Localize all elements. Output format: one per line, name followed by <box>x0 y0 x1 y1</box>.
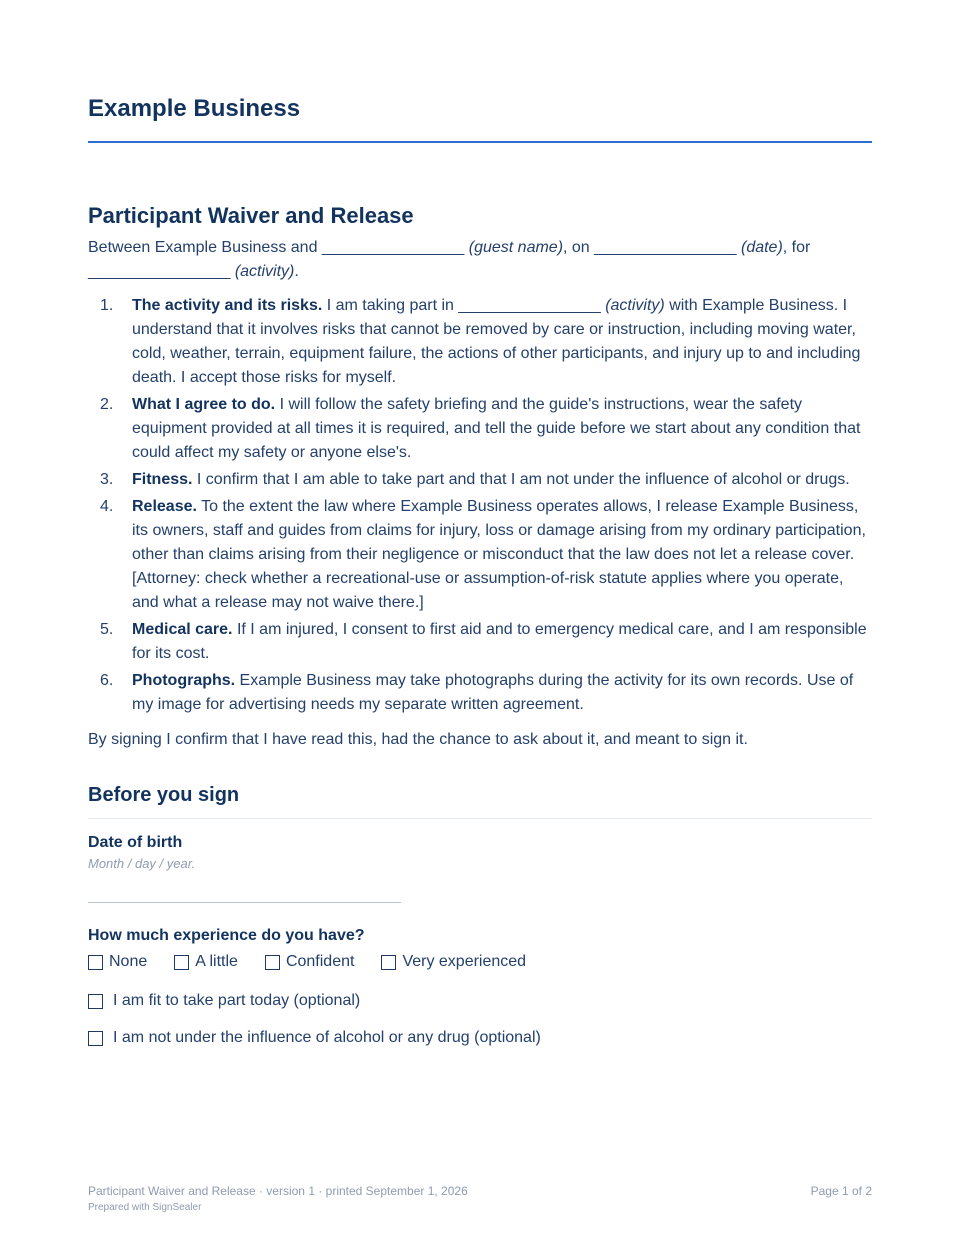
experience-options <box>88 953 553 971</box>
clause-number: 1. <box>100 297 114 314</box>
activity-hint: (activity) <box>234 263 295 280</box>
clause-text: I am taking part in <box>322 297 459 314</box>
option-label: Confident <box>285 953 355 970</box>
date-of-birth-label: Date of birth <box>88 834 183 851</box>
business-name: Example Business <box>88 95 301 122</box>
clause-number: 5. <box>100 621 114 638</box>
section-divider <box>88 818 872 819</box>
clause-text: I confirm that I am able to take part and that I am not under the influence of alcohol or drugs. <box>192 471 850 488</box>
activity-hint: (activity) <box>605 297 665 314</box>
checkbox-icon[interactable] <box>88 994 103 1009</box>
experience-option-none[interactable] <box>88 953 147 971</box>
clause-heading: Release. <box>132 498 197 515</box>
date-hint: (date) <box>740 239 783 256</box>
date-of-birth-hint: Month / day / year. <box>88 856 196 871</box>
intro-paragraph <box>88 236 872 284</box>
checkbox-icon[interactable] <box>174 955 189 970</box>
clause-number: 2. <box>100 396 114 413</box>
fit-to-take-part-checkbox[interactable] <box>88 992 360 1010</box>
intro-mid-1: , on <box>563 239 595 256</box>
guest-name-hint: (guest name) <box>468 239 564 256</box>
intro-prefix: Between Example Business and <box>88 239 322 256</box>
page-number: Page 1 of 2 <box>810 1184 872 1198</box>
checkbox-label: I am fit to take part today (optional) <box>113 992 361 1009</box>
clause-heading: Fitness. <box>132 471 193 488</box>
checkbox-icon[interactable] <box>88 955 103 970</box>
footer-credit: Prepared with SignSealer <box>88 1202 202 1213</box>
clause-heading: Photographs. <box>132 672 236 689</box>
closing-statement: By signing I confirm that I have read this, had the chance to ask about it, and meant to sign it. <box>88 731 748 748</box>
intro-end: . <box>294 263 299 280</box>
activity-blank: ________________ <box>458 297 601 314</box>
intro-mid-2: , for <box>782 239 811 256</box>
clause-number: 3. <box>100 471 114 488</box>
header-divider <box>88 141 872 143</box>
experience-option-confident[interactable] <box>265 953 355 971</box>
checkbox-label: I am not under the influence of alcohol or any drug (optional) <box>113 1029 541 1046</box>
experience-option-a-little[interactable] <box>174 953 238 971</box>
date-blank: ________________ <box>594 239 737 256</box>
clause-heading: Medical care. <box>132 621 233 638</box>
guest-name-blank: ________________ <box>321 239 465 256</box>
clause-number: 6. <box>100 672 114 689</box>
clause-text: with Example Business. I understand that it involves risks that cannot be removed by care or instruction, including moving water, cold, weather, terrain, equipment failure, the actions of other participants, and injury up to and including death. I accept those risks for myself. <box>132 297 861 386</box>
clause-item <box>88 393 872 465</box>
option-label: Very experienced <box>402 953 527 970</box>
experience-option-very-experienced[interactable] <box>381 953 526 971</box>
not-under-influence-checkbox[interactable] <box>88 1029 541 1047</box>
clause-list <box>88 294 872 720</box>
activity-blank: ________________ <box>88 263 231 280</box>
option-label: A little <box>195 953 238 970</box>
option-label: None <box>109 953 148 970</box>
experience-question: How much experience do you have? <box>88 927 365 944</box>
clause-text: To the extent the law where Example Business operates allows, I release Example Business, its owners, staff and guides from claims for injury, loss or damage arising from my ordinary participation, other than claims arising from their negligence or misconduct that the law does not let a release cover. [Attorney: check whether a recreational-use or assumption-of-risk statute applies where you operate, and what a release may not waive there.] <box>132 498 866 611</box>
clause-item <box>88 294 872 390</box>
clause-item <box>88 495 872 615</box>
clause-heading: The activity and its risks. <box>132 297 323 314</box>
footer-document-info: Participant Waiver and Release · version 1 · printed September 1, 2026 <box>88 1184 468 1198</box>
checkbox-icon[interactable] <box>381 955 396 970</box>
clause-number: 4. <box>100 498 114 515</box>
checkbox-icon[interactable] <box>265 955 280 970</box>
clause-item <box>88 618 872 666</box>
clause-item <box>88 669 872 717</box>
clause-text: Example Business may take photographs during the activity for its own records. Use of my image for advertising needs my separate written agreement. <box>132 672 854 713</box>
document-title: Participant Waiver and Release <box>88 203 414 228</box>
clause-text: I will follow the safety briefing and the guide's instructions, wear the safety equipment provided at all times it is required, and tell the guide before we start about any condition that could affect my safety or anyone else's. <box>132 396 861 461</box>
checkbox-icon[interactable] <box>88 1031 103 1046</box>
clause-heading: What I agree to do. <box>132 396 276 413</box>
before-you-sign-heading: Before you sign <box>88 784 240 806</box>
clause-item <box>88 468 872 492</box>
clause-text: If I am injured, I consent to first aid and to emergency medical care, and I am responsible for its cost. <box>132 621 867 662</box>
date-of-birth-input[interactable] <box>88 878 401 903</box>
